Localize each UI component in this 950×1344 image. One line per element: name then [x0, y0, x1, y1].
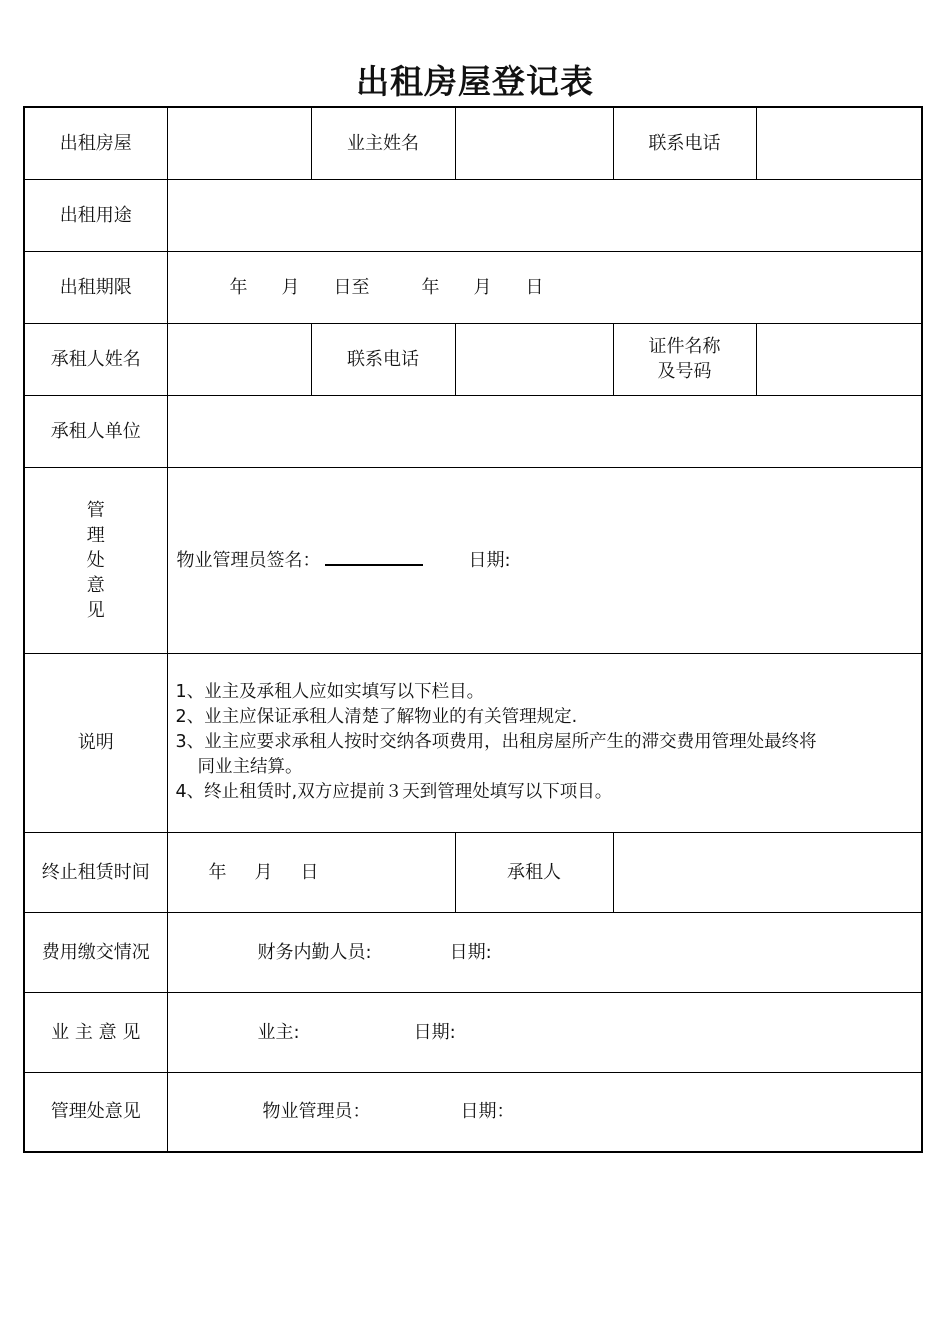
label-rental-purpose: 出租用途: [24, 179, 167, 251]
page-title: 出租房屋登记表: [356, 62, 594, 101]
termination-year: 年: [208, 861, 227, 883]
field-management-opinion[interactable]: [167, 467, 922, 653]
note-item-continuation: 同业主结算。: [197, 757, 303, 777]
label-management-final-opinion: 管理处意见: [24, 1072, 167, 1152]
label-id-line1: 证件名称: [648, 336, 721, 357]
label-owner-name: 业主姓名: [311, 107, 455, 179]
label-char: 管: [86, 499, 105, 521]
row-management-final-opinion: [24, 1072, 922, 1152]
termination-month: 月: [254, 861, 273, 883]
label-owner-phone: 联系电话: [613, 107, 756, 179]
label-char: 理: [86, 524, 105, 546]
row-owner-opinion: [24, 992, 922, 1072]
term-start-month: 月: [281, 276, 300, 298]
label-tenant-unit: 承租人单位: [24, 395, 167, 467]
field-fee-payment[interactable]: [167, 912, 922, 992]
term-start-year: 年: [229, 276, 248, 298]
row-purpose: [24, 179, 922, 251]
note-item: 4、终止租赁时,双方应提前３天到管理处填写以下项目。: [175, 782, 613, 802]
row-termination: [24, 832, 922, 912]
label-id-line2: 及号码: [657, 361, 712, 382]
field-owner-opinion[interactable]: [167, 992, 922, 1072]
label-management-opinion-vertical: [24, 467, 167, 653]
field-rental-house[interactable]: [167, 107, 311, 179]
label-char: 见: [86, 599, 105, 621]
label-fee-payment: 费用缴交情况: [24, 912, 167, 992]
row-tenant: [24, 323, 922, 395]
label-char: 意: [86, 574, 105, 596]
label-tenant-name: 承租人姓名: [24, 323, 167, 395]
row-tenant-unit: [24, 395, 922, 467]
field-termination-tenant[interactable]: [613, 832, 922, 912]
note-item: 3、业主应要求承租人按时交纳各项费用，出租房屋所产生的滞交费用管理处最终将: [175, 732, 817, 752]
registration-form-table: [23, 106, 923, 1153]
row-fee-payment: [24, 912, 922, 992]
label-tenant-phone: 联系电话: [311, 323, 455, 395]
owner-label: 业主:: [257, 1021, 300, 1043]
label-rental-term: 出租期限: [24, 251, 167, 323]
row-term: [24, 251, 922, 323]
finance-staff-label: 财务内勤人员:: [257, 941, 372, 963]
termination-day: 日: [300, 861, 319, 883]
label-id-type-number: [613, 323, 756, 395]
label-notes: 说明: [24, 653, 167, 832]
fee-date-label: 日期:: [449, 941, 492, 963]
field-tenant-phone[interactable]: [455, 323, 613, 395]
term-start-day-to: 日至: [333, 276, 370, 298]
field-tenant-name[interactable]: [167, 323, 311, 395]
label-char: 处: [86, 549, 105, 571]
term-end-year: 年: [421, 276, 440, 298]
field-rental-purpose[interactable]: [167, 179, 922, 251]
field-id-type-number[interactable]: [756, 323, 922, 395]
label-owner-opinion: 业 主 意 见: [24, 992, 167, 1072]
term-end-month: 月: [473, 276, 492, 298]
row-house-owner: [24, 107, 922, 179]
field-tenant-unit[interactable]: [167, 395, 922, 467]
note-item: 2、业主应保证承租人清楚了解物业的有关管理规定.: [175, 707, 578, 727]
row-management-opinion: [24, 467, 922, 653]
label-rental-house: 出租房屋: [24, 107, 167, 179]
management-date-label: 日期：: [460, 1101, 515, 1123]
notes-content: [167, 653, 922, 832]
owner-date-label: 日期:: [413, 1021, 456, 1043]
label-termination-time: 终止租赁时间: [24, 832, 167, 912]
opinion-date-label: 日期:: [468, 549, 511, 571]
term-end-day: 日: [525, 276, 544, 298]
label-termination-tenant: 承租人: [455, 832, 613, 912]
property-manager-label: 物业管理员：: [262, 1101, 371, 1123]
field-termination-time[interactable]: [167, 832, 455, 912]
note-item: 1、业主及承租人应如实填写以下栏目。: [175, 682, 485, 702]
signature-line[interactable]: [325, 550, 423, 566]
field-owner-phone[interactable]: [756, 107, 922, 179]
row-notes: [24, 653, 922, 832]
field-management-final-opinion[interactable]: [167, 1072, 922, 1152]
field-rental-term[interactable]: [167, 251, 922, 323]
property-manager-signature-label: 物业管理员签名：: [176, 549, 321, 571]
field-owner-name[interactable]: [455, 107, 613, 179]
